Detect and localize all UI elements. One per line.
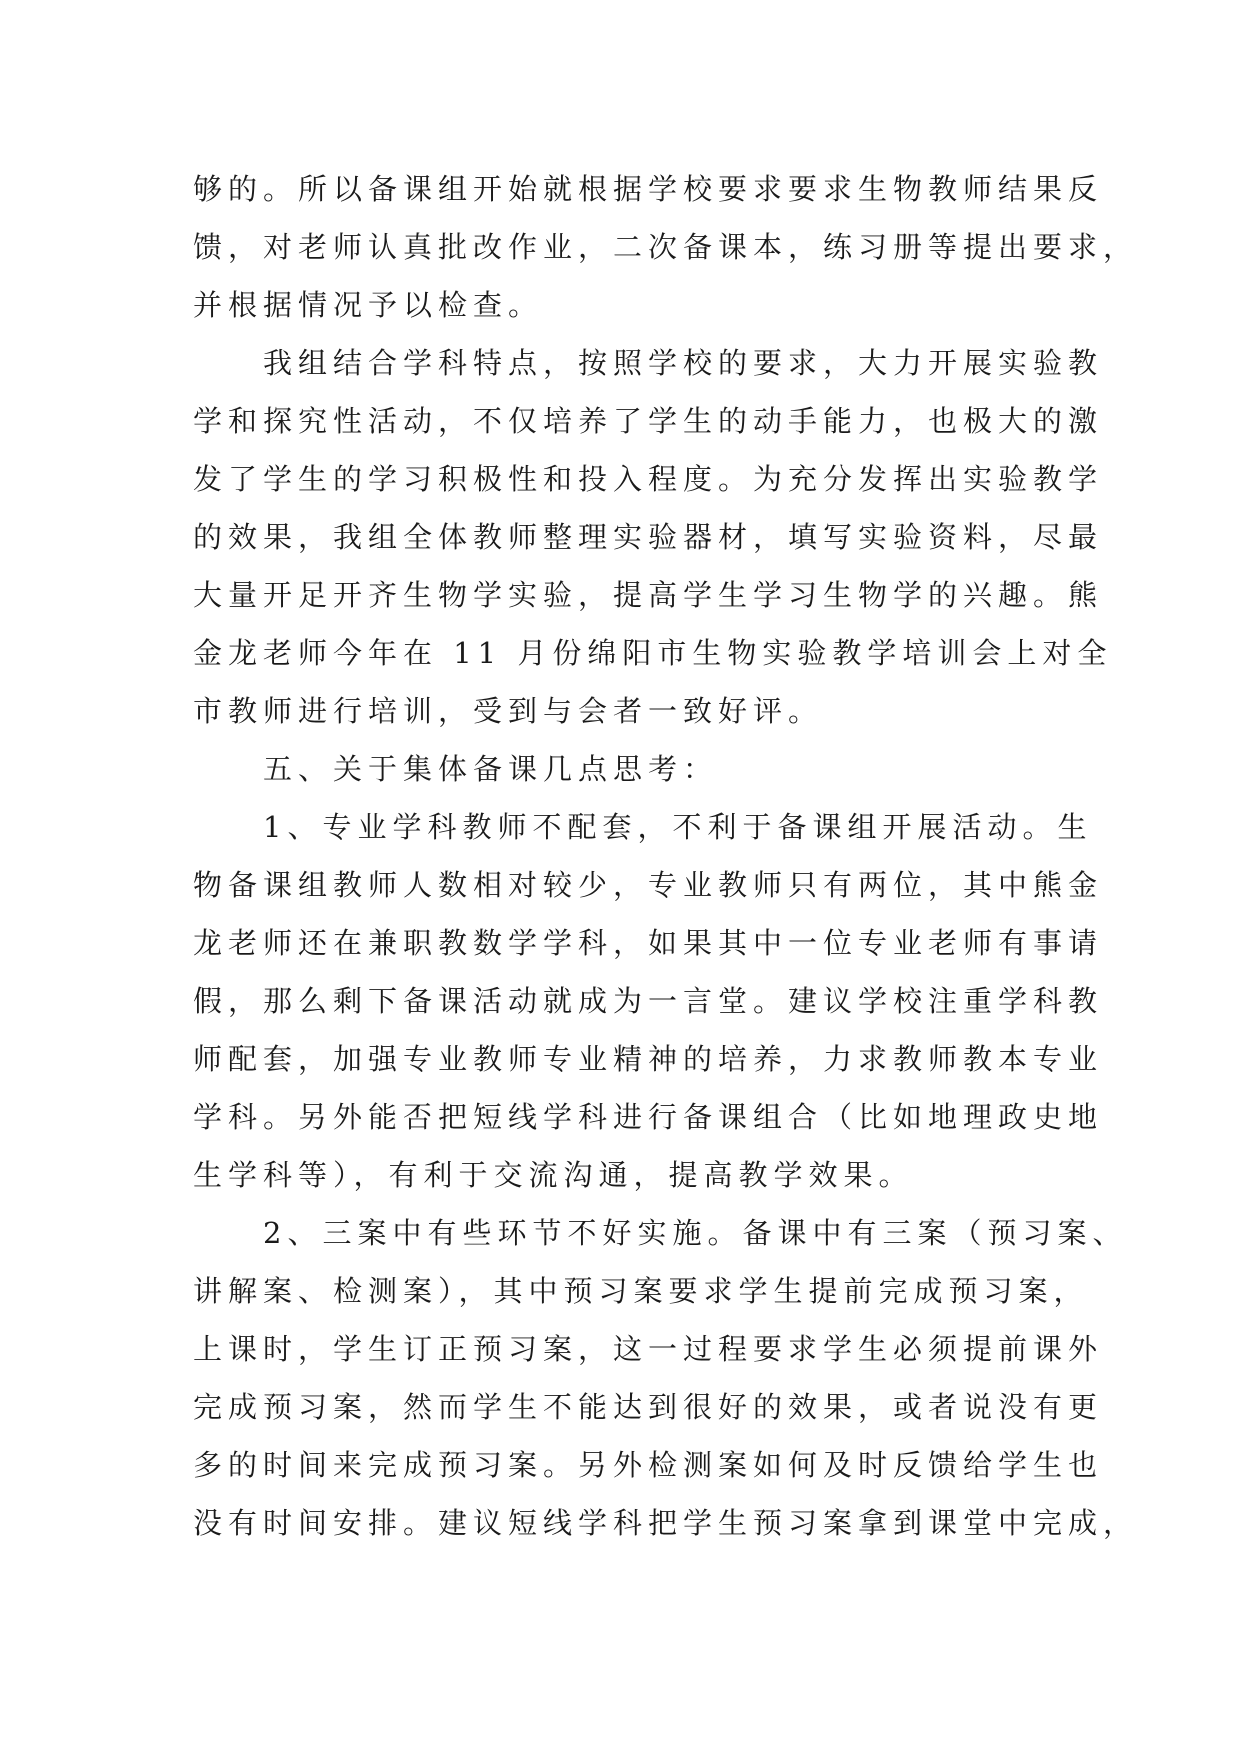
text-line: 讲解案、检测案），其中预习案要求学生提前完成预习案， (193, 1274, 1089, 1308)
document-body (193, 160, 1139, 1552)
text-line: 物备课组教师人数相对较少，专业教师只有两位，其中熊金 (193, 868, 1104, 902)
text-line: 够的。所以备课组开始就根据学校要求要求生物教师结果反 (193, 172, 1104, 206)
text-line: 的效果，我组全体教师整理实验器材，填写实验资料，尽最 (193, 520, 1104, 554)
text-line: 市教师进行培训，受到与会者一致好评。 (193, 694, 824, 728)
text-line: 发了学生的学习积极性和投入程度。为充分发挥出实验教学 (193, 462, 1104, 496)
text-line: 没有时间安排。建议短线学科把学生预习案拿到课堂中完成， (193, 1506, 1139, 1540)
text-line: 大量开足开齐生物学实验，提高学生学习生物学的兴趣。熊 (193, 578, 1104, 612)
text-line: 生学科等），有利于交流沟通，提高教学效果。 (193, 1158, 914, 1192)
text-line: 馈，对老师认真批改作业，二次备课本，练习册等提出要求， (193, 230, 1139, 264)
text-line: 多的时间来完成预习案。另外检测案如何及时反馈给学生也 (193, 1448, 1104, 1482)
text-line: 完成预习案，然而学生不能达到很好的效果，或者说没有更 (193, 1390, 1104, 1424)
text-line: 金龙老师今年在 11 月份绵阳市生物实验教学培训会上对全 (193, 636, 1113, 670)
text-line: 2、三案中有些环节不好实施。备课中有三案（预习案、 (193, 1216, 1128, 1250)
section-heading: 五、关于集体备课几点思考： (193, 752, 719, 786)
text-line: 学和探究性活动，不仅培养了学生的动手能力，也极大的激 (193, 404, 1104, 438)
text-line: 我组结合学科特点，按照学校的要求，大力开展实验教 (193, 346, 1104, 380)
text-line: 1、专业学科教师不配套，不利于备课组开展活动。生 (193, 810, 1093, 844)
text-line: 学科。另外能否把短线学科进行备课组合（比如地理政史地 (193, 1100, 1104, 1134)
text-line: 假，那么剩下备课活动就成为一言堂。建议学校注重学科教 (193, 984, 1104, 1018)
text-line: 师配套，加强专业教师专业精神的培养，力求教师教本专业 (193, 1042, 1104, 1076)
text-line: 龙老师还在兼职教数学学科，如果其中一位专业老师有事请 (193, 926, 1104, 960)
text-line: 上课时，学生订正预习案，这一过程要求学生必须提前课外 (193, 1332, 1104, 1366)
text-line: 并根据情况予以检查。 (193, 288, 544, 322)
